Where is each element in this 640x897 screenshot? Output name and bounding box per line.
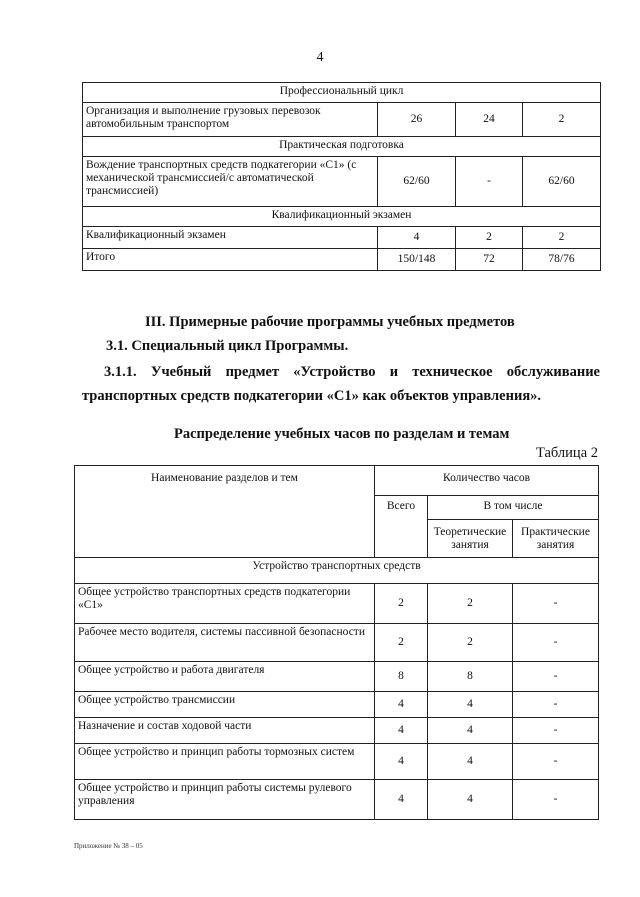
table-row [83,103,601,137]
cell-practice: - [513,624,599,662]
cell-practice: - [513,662,599,692]
table-row [83,157,601,207]
table2-title: Распределение учебных часов по разделам и темам [174,426,510,442]
cell-total: 2 [375,584,428,624]
cell-theory: 24 [456,103,523,137]
cell-name: Вождение транспортных средств подкатегории «С1» (с механической трансмиссией/с автоматической трансмиссией) [83,157,378,207]
cell-total: 4 [378,227,456,249]
cell-practice: - [513,718,599,744]
section-label: Устройство транспортных средств [75,558,599,584]
header-total: Всего [375,496,428,558]
header-practice: Практические занятия [513,520,599,558]
header-hours: Количество часов [375,466,599,496]
cell-total: 4 [375,744,428,780]
cell-name: Рабочее место водителя, системы пассивной безопасности [75,624,375,662]
cell-total: 150/148 [378,249,456,271]
table-row [75,692,599,718]
table-row [83,227,601,249]
table-row [75,662,599,692]
cell-theory: 4 [428,780,513,820]
section-row [75,558,599,584]
section-label: Практическая подготовка [83,137,601,157]
header-including: В том числе [428,496,599,520]
table-row [75,780,599,820]
cell-theory: 4 [428,744,513,780]
subsection-heading: 3.1. Специальный цикл Программы. [106,338,349,354]
cell-theory: - [456,157,523,207]
cell-practice: 78/76 [523,249,601,271]
cell-name: Общее устройство транспортных средств подкатегории «С1» [75,584,375,624]
cell-practice: - [513,584,599,624]
subject-paragraph: 3.1.1. Учебный предмет «Устройство и техническое обслуживание транспортных средств подкатегории «С1» как объектов управления». [82,364,600,404]
table2-label: Таблица 2 [535,445,598,461]
cell-practice: 2 [523,103,601,137]
cell-theory: 4 [428,692,513,718]
section-heading: III. Примерные рабочие программы учебных предметов [145,314,515,330]
cell-name: Общее устройство трансмиссии [75,692,375,718]
section-label: Профессиональный цикл [83,83,601,103]
table-row [75,624,599,662]
table-row [75,584,599,624]
cell-total: 62/60 [378,157,456,207]
section-row [83,83,601,103]
cell-theory: 8 [428,662,513,692]
table-row [83,249,601,271]
cell-total: 2 [375,624,428,662]
section-row [83,207,601,227]
cell-total: 4 [375,718,428,744]
section-label: Квалификационный экзамен [83,207,601,227]
cell-name: Итого [83,249,378,271]
cell-practice: - [513,692,599,718]
cell-name: Общее устройство и работа двигателя [75,662,375,692]
cell-theory: 2 [428,584,513,624]
footer-note: Приложение № 38 – 05 [74,842,143,850]
cell-name: Назначение и состав ходовой части [75,718,375,744]
cell-name: Общее устройство и принцип работы тормозных систем [75,744,375,780]
cell-practice: - [513,780,599,820]
cell-name: Организация и выполнение грузовых перевозок автомобильным транспортом [83,103,378,137]
cell-theory: 72 [456,249,523,271]
hours-table-continued [82,82,601,271]
cell-theory: 4 [428,718,513,744]
cell-total: 4 [375,780,428,820]
section-row [83,137,601,157]
cell-practice: 2 [523,227,601,249]
cell-total: 8 [375,662,428,692]
cell-total: 26 [378,103,456,137]
cell-theory: 2 [428,624,513,662]
hours-distribution-table [74,465,599,820]
page-number: 4 [316,50,324,65]
cell-total: 4 [375,692,428,718]
cell-practice: - [513,744,599,780]
cell-name: Квалификационный экзамен [83,227,378,249]
cell-name: Общее устройство и принцип работы системы рулевого управления [75,780,375,820]
table-row [75,744,599,780]
cell-practice: 62/60 [523,157,601,207]
cell-theory: 2 [456,227,523,249]
table-row [75,718,599,744]
header-name: Наименование разделов и тем [75,466,375,558]
header-theory: Теоретические занятия [428,520,513,558]
